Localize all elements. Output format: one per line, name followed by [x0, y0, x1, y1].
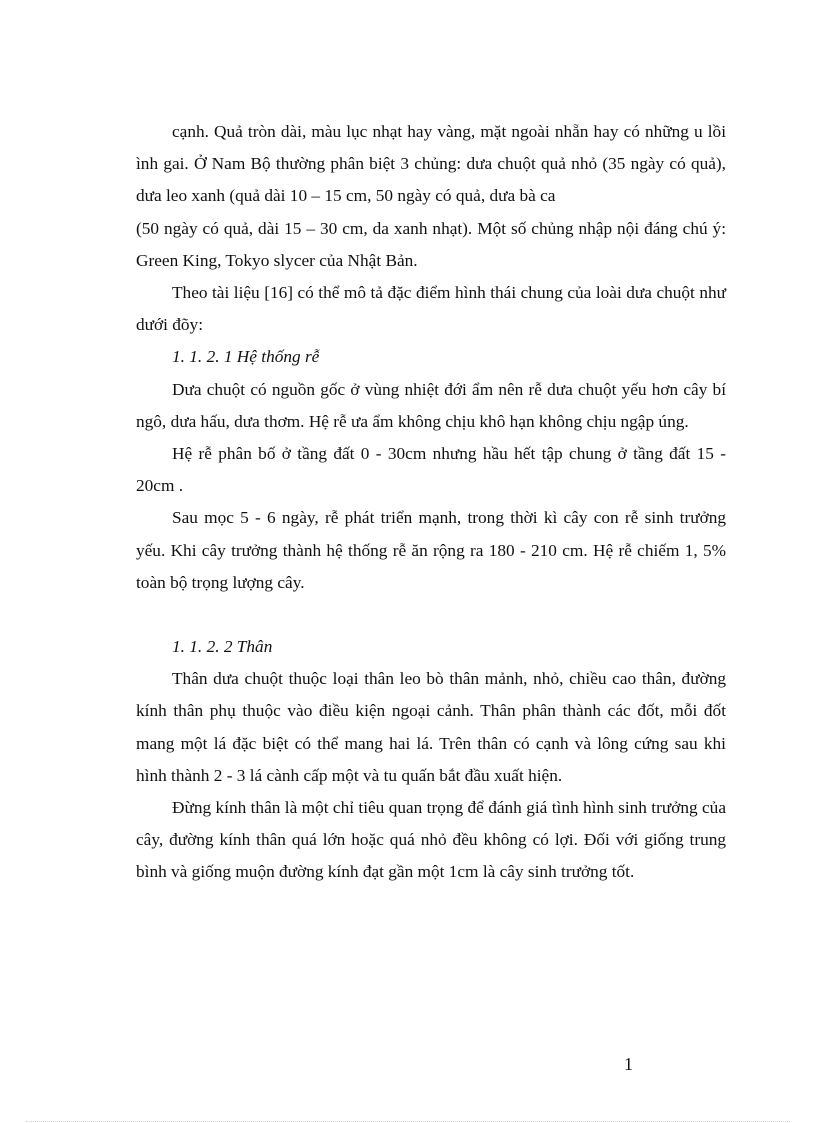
- heading-stem: 1. 1. 2. 2 Thân: [172, 637, 273, 657]
- paragraph-stem-description: Thân dưa chuột thuộc loại thân leo bò thân mảnh, nhỏ, chiều cao thân, đường kính thân phụ thuộc vào điều kiện ngoại cảnh. Thân phân thành các đốt, mỗi đốt mang một lá đặc biệt có thể mang hai lá. Trên thân có cạnh và lông cứng sau khi hình thành 2 - 3 lá cành cấp một và tu quấn bắt đầu xuất hiện.: [136, 669, 726, 785]
- page-number: 1: [624, 1054, 633, 1074]
- page-bottom-divider: [26, 1121, 790, 1122]
- paragraph-imported-varieties: (50 ngày có quả, dài 15 – 30 cm, da xanh nhạt). Một số chủng nhập nội đáng chú ý: Green King, Tokyo slycer của Nhật Bản.: [136, 218, 726, 270]
- document-body: [136, 116, 726, 889]
- paragraph-root-distribution: Hệ rễ phân bố ở tầng đất 0 - 30cm nhưng hầu hết tập chung ở tầng đất 15 - 20cm .: [136, 444, 726, 496]
- paragraph-spacer: [136, 599, 726, 631]
- paragraph-root-origin: Dưa chuột có nguồn gốc ở vùng nhiệt đới ẩm nên rễ dưa chuột yếu hơn cây bí ngô, dưa hấu, dưa thơm. Hệ rễ ưa ẩm không chịu khô hạn không chịu ngập úng.: [136, 379, 726, 431]
- paragraph-root-growth: Sau mọc 5 - 6 ngày, rễ phát triển mạnh, trong thời kì cây con rễ sinh trưởng yếu. Khi cây trưởng thành hệ thống rễ ăn rộng ra 180 - 210 cm. Hệ rễ chiếm 1, 5% toàn bộ trọng lượng cây.: [136, 508, 726, 592]
- paragraph-reference-intro: Theo tài liệu [16] có thể mô tả đặc điểm hình thái chung của loài dưa chuột như dưới đõy:: [136, 283, 726, 335]
- paragraph-stem-diameter: Đừng kính thân là một chỉ tiêu quan trọng để đánh giá tình hình sinh trưởng của cây, đường kính thân quá lớn hoặc quá nhỏ đều không có lợi. Đối với giống trung bình và giống muộn đường kính đạt gần một 1cm là cây sinh trưởng tốt.: [136, 798, 726, 882]
- paragraph-cucumber-varieties: cạnh. Quả tròn dài, màu lục nhạt hay vàng, mặt ngoài nhẵn hay có những u lồi ình gai. Ở Nam Bộ thường phân biệt 3 chủng: dưa chuột quả nhỏ (35 ngày có quả), dưa leo xanh (quả dài 10 – 15 cm, 50 ngày có quả, dưa bà ca: [136, 122, 726, 206]
- heading-root-system: 1. 1. 2. 1 Hệ thống rễ: [172, 347, 320, 367]
